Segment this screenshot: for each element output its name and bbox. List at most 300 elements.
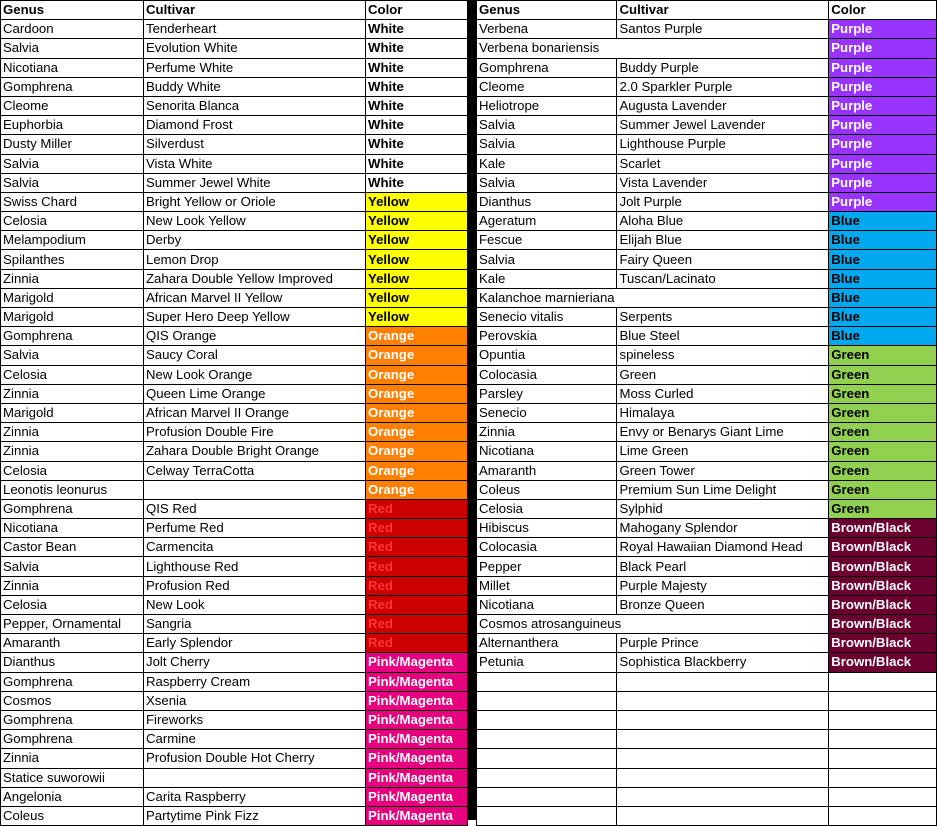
color-cell[interactable]: Green: [829, 480, 937, 499]
color-cell[interactable]: White: [366, 39, 468, 58]
cultivar-cell[interactable]: Serpents: [617, 308, 829, 327]
color-cell[interactable]: Blue: [829, 288, 937, 307]
table-row: [1, 691, 468, 710]
genus-cell[interactable]: Ageratum: [477, 212, 617, 231]
genus-cell[interactable]: Cardoon: [1, 20, 144, 39]
color-cell[interactable]: White: [366, 77, 468, 96]
cultivar-cell[interactable]: Tenderheart: [144, 20, 366, 39]
genus-cell[interactable]: Salvia: [477, 173, 617, 192]
color-cell[interactable]: Red: [366, 615, 468, 634]
table-row: [1, 806, 468, 825]
color-cell[interactable]: Purple: [829, 96, 937, 115]
table-row: [477, 173, 937, 192]
color-cell[interactable]: Orange: [366, 327, 468, 346]
table-row: [1, 768, 468, 787]
genus-header[interactable]: Genus: [1, 1, 144, 20]
color-cell[interactable]: Brown/Black: [829, 595, 937, 614]
color-cell[interactable]: Pink/Magenta: [366, 806, 468, 825]
cultivar-cell[interactable]: [144, 768, 366, 787]
cultivar-cell[interactable]: QIS Red: [144, 499, 366, 518]
color-cell[interactable]: Purple: [829, 154, 937, 173]
genus-cell[interactable]: Nicotiana: [477, 442, 617, 461]
color-cell[interactable]: [829, 768, 937, 787]
cultivar-cell[interactable]: Purple Majesty: [617, 576, 829, 595]
table-row: [477, 288, 937, 307]
table-row: [477, 384, 937, 403]
color-cell[interactable]: Brown/Black: [829, 519, 937, 538]
cultivar-cell[interactable]: Jolt Purple: [617, 192, 829, 211]
genus-cell[interactable]: Celosia: [1, 365, 144, 384]
color-cell[interactable]: [829, 710, 937, 729]
genus-cell[interactable]: Parsley: [477, 384, 617, 403]
color-cell[interactable]: Red: [366, 499, 468, 518]
color-cell[interactable]: Blue: [829, 250, 937, 269]
cultivar-cell[interactable]: African Marvel II Yellow: [144, 288, 366, 307]
cultivar-cell[interactable]: Lighthouse Red: [144, 557, 366, 576]
color-cell[interactable]: Orange: [366, 423, 468, 442]
cultivar-cell[interactable]: Profusion Double Hot Cherry: [144, 749, 366, 768]
cultivar-cell[interactable]: New Look: [144, 595, 366, 614]
cultivar-cell[interactable]: [144, 480, 366, 499]
genus-cell[interactable]: Nicotiana: [1, 519, 144, 538]
cultivar-cell[interactable]: Queen Lime Orange: [144, 384, 366, 403]
genus-cell[interactable]: Gomphrena: [1, 710, 144, 729]
color-cell[interactable]: Yellow: [366, 250, 468, 269]
cultivar-cell[interactable]: Silverdust: [144, 135, 366, 154]
cultivar-cell[interactable]: Fairy Queen: [617, 250, 829, 269]
table-row: [477, 365, 937, 384]
color-cell[interactable]: Red: [366, 557, 468, 576]
table-row: [477, 499, 937, 518]
genus-cell[interactable]: [477, 749, 617, 768]
cultivar-cell[interactable]: Perfume White: [144, 58, 366, 77]
genus-cell[interactable]: Zinnia: [1, 269, 144, 288]
cultivar-cell[interactable]: spineless: [617, 346, 829, 365]
color-cell[interactable]: Pink/Magenta: [366, 749, 468, 768]
genus-cell[interactable]: Castor Bean: [1, 538, 144, 557]
genus-cell[interactable]: Leonotis leonurus: [1, 480, 144, 499]
cultivar-cell[interactable]: Carita Raspberry: [144, 787, 366, 806]
color-cell[interactable]: Pink/Magenta: [366, 653, 468, 672]
genus-cell[interactable]: Nicotiana: [477, 595, 617, 614]
genus-cell[interactable]: Dianthus: [1, 653, 144, 672]
genus-cell[interactable]: Gomphrena: [1, 77, 144, 96]
color-cell[interactable]: White: [366, 154, 468, 173]
table-row: [1, 135, 468, 154]
genus-cell[interactable]: Colocasia: [477, 538, 617, 557]
color-cell[interactable]: [829, 672, 937, 691]
table-row: [477, 730, 937, 749]
genus-cell[interactable]: Euphorbia: [1, 116, 144, 135]
color-cell[interactable]: Green: [829, 403, 937, 422]
genus-cell[interactable]: Gomphrena: [477, 58, 617, 77]
color-cell[interactable]: Red: [366, 519, 468, 538]
genus-cell[interactable]: Spilanthes: [1, 250, 144, 269]
cultivar-cell[interactable]: Elijah Blue: [617, 231, 829, 250]
cultivar-cell[interactable]: Black Pearl: [617, 557, 829, 576]
cultivar-cell[interactable]: Raspberry Cream: [144, 672, 366, 691]
cultivar-cell[interactable]: Profusion Double Fire: [144, 423, 366, 442]
color-cell[interactable]: Pink/Magenta: [366, 691, 468, 710]
genus-cell[interactable]: Salvia: [1, 557, 144, 576]
cultivar-cell[interactable]: Xsenia: [144, 691, 366, 710]
genus-cell[interactable]: Senecio vitalis: [477, 308, 617, 327]
cultivar-header[interactable]: Cultivar: [144, 1, 366, 20]
color-cell[interactable]: Green: [829, 423, 937, 442]
genus-cell[interactable]: Gomphrena: [1, 730, 144, 749]
color-cell[interactable]: Purple: [829, 173, 937, 192]
cultivar-cell[interactable]: Summer Jewel White: [144, 173, 366, 192]
column-divider: [467, 0, 476, 820]
color-cell[interactable]: Pink/Magenta: [366, 787, 468, 806]
genus-cell[interactable]: Amaranth: [1, 634, 144, 653]
cultivar-cell[interactable]: [617, 672, 829, 691]
genus-cell[interactable]: Hibiscus: [477, 519, 617, 538]
color-cell[interactable]: Red: [366, 595, 468, 614]
genus-cell[interactable]: Kale: [477, 154, 617, 173]
color-cell[interactable]: Yellow: [366, 212, 468, 231]
genus-cell[interactable]: Zinnia: [1, 749, 144, 768]
genus-cell[interactable]: Marigold: [1, 403, 144, 422]
color-cell[interactable]: [829, 806, 937, 825]
color-cell[interactable]: Orange: [366, 384, 468, 403]
color-cell[interactable]: Green: [829, 346, 937, 365]
color-cell[interactable]: Brown/Black: [829, 538, 937, 557]
genus-cell[interactable]: Zinnia: [1, 423, 144, 442]
genus-cell[interactable]: Zinnia: [1, 442, 144, 461]
table-row: [1, 192, 468, 211]
cultivar-cell[interactable]: Profusion Red: [144, 576, 366, 595]
genus-cell[interactable]: Salvia: [477, 135, 617, 154]
cultivar-cell[interactable]: Perfume Red: [144, 519, 366, 538]
color-cell[interactable]: Yellow: [366, 288, 468, 307]
genus-cell[interactable]: [477, 691, 617, 710]
cultivar-cell[interactable]: Saucy Coral: [144, 346, 366, 365]
color-cell[interactable]: Brown/Black: [829, 615, 937, 634]
genus-cell[interactable]: Gomphrena: [1, 499, 144, 518]
cultivar-cell[interactable]: Carmine: [144, 730, 366, 749]
color-cell[interactable]: Purple: [829, 39, 937, 58]
genus-cell[interactable]: Heliotrope: [477, 96, 617, 115]
cultivar-cell[interactable]: African Marvel II Orange: [144, 403, 366, 422]
genus-cell[interactable]: Zinnia: [477, 423, 617, 442]
color-cell[interactable]: Yellow: [366, 192, 468, 211]
table-row: [477, 634, 937, 653]
genus-cell[interactable]: Cosmos: [1, 691, 144, 710]
cultivar-cell[interactable]: Moss Curled: [617, 384, 829, 403]
table-row: [1, 557, 468, 576]
genus-cell[interactable]: Celosia: [477, 499, 617, 518]
cultivar-cell[interactable]: Bright Yellow or Oriole: [144, 192, 366, 211]
cultivar-cell[interactable]: Vista Lavender: [617, 173, 829, 192]
cultivar-cell[interactable]: Derby: [144, 231, 366, 250]
table-row: [1, 403, 468, 422]
cultivar-cell[interactable]: Royal Hawaiian Diamond Head: [617, 538, 829, 557]
cultivar-cell[interactable]: Mahogany Splendor: [617, 519, 829, 538]
color-cell[interactable]: Red: [366, 634, 468, 653]
genus-cell[interactable]: [477, 710, 617, 729]
genus-cell[interactable]: Gomphrena: [1, 672, 144, 691]
genus-cell[interactable]: Verbena bonariensis: [477, 39, 829, 58]
color-cell[interactable]: Orange: [366, 365, 468, 384]
color-cell[interactable]: Brown/Black: [829, 576, 937, 595]
table-row: [1, 749, 468, 768]
cultivar-cell[interactable]: Lime Green: [617, 442, 829, 461]
color-cell[interactable]: Brown/Black: [829, 634, 937, 653]
genus-cell[interactable]: Alternanthera: [477, 634, 617, 653]
color-cell[interactable]: Purple: [829, 20, 937, 39]
color-header[interactable]: Color: [829, 1, 937, 20]
table-row: [477, 231, 937, 250]
cultivar-cell[interactable]: New Look Orange: [144, 365, 366, 384]
color-cell[interactable]: Orange: [366, 346, 468, 365]
color-cell[interactable]: Pink/Magenta: [366, 710, 468, 729]
color-cell[interactable]: Orange: [366, 461, 468, 480]
cultivar-cell[interactable]: Buddy White: [144, 77, 366, 96]
genus-cell[interactable]: [477, 806, 617, 825]
color-cell[interactable]: [829, 787, 937, 806]
genus-cell[interactable]: Salvia: [1, 154, 144, 173]
cultivar-cell[interactable]: Envy or Benarys Giant Lime: [617, 423, 829, 442]
cultivar-cell[interactable]: Himalaya: [617, 403, 829, 422]
cultivar-cell[interactable]: Aloha Blue: [617, 212, 829, 231]
genus-cell[interactable]: Kale: [477, 269, 617, 288]
color-cell[interactable]: Green: [829, 442, 937, 461]
table-row: [477, 135, 937, 154]
color-cell[interactable]: Orange: [366, 442, 468, 461]
genus-cell[interactable]: Zinnia: [1, 576, 144, 595]
genus-cell[interactable]: Kalanchoe marnieriana: [477, 288, 829, 307]
cultivar-cell[interactable]: Senorita Blanca: [144, 96, 366, 115]
genus-cell[interactable]: Salvia: [1, 173, 144, 192]
genus-cell[interactable]: Cleome: [477, 77, 617, 96]
genus-cell[interactable]: Dianthus: [477, 192, 617, 211]
color-cell[interactable]: White: [366, 135, 468, 154]
table-row: [1, 77, 468, 96]
right-plant-table: [476, 0, 937, 826]
header-row: [1, 1, 468, 20]
color-cell[interactable]: Red: [366, 538, 468, 557]
genus-cell[interactable]: Angelonia: [1, 787, 144, 806]
genus-cell[interactable]: Colocasia: [477, 365, 617, 384]
color-cell[interactable]: White: [366, 116, 468, 135]
cultivar-cell[interactable]: Partytime Pink Fizz: [144, 806, 366, 825]
color-cell[interactable]: Pink/Magenta: [366, 730, 468, 749]
color-header[interactable]: Color: [366, 1, 468, 20]
table-row: [477, 154, 937, 173]
color-cell[interactable]: Purple: [829, 116, 937, 135]
table-row: [477, 576, 937, 595]
cultivar-cell[interactable]: [617, 806, 829, 825]
genus-cell[interactable]: [477, 787, 617, 806]
genus-cell[interactable]: Dusty Miller: [1, 135, 144, 154]
table-row: [477, 787, 937, 806]
cultivar-cell[interactable]: QIS Orange: [144, 327, 366, 346]
cultivar-cell[interactable]: [617, 768, 829, 787]
table-row: [1, 365, 468, 384]
cultivar-cell[interactable]: Sangria: [144, 615, 366, 634]
color-cell[interactable]: White: [366, 20, 468, 39]
color-cell[interactable]: Blue: [829, 327, 937, 346]
genus-cell[interactable]: Fescue: [477, 231, 617, 250]
genus-cell[interactable]: Salvia: [1, 39, 144, 58]
cultivar-cell[interactable]: Bronze Queen: [617, 595, 829, 614]
genus-cell[interactable]: Salvia: [1, 346, 144, 365]
color-cell[interactable]: Pink/Magenta: [366, 672, 468, 691]
color-cell[interactable]: [829, 749, 937, 768]
color-cell[interactable]: Green: [829, 365, 937, 384]
genus-cell[interactable]: Marigold: [1, 288, 144, 307]
genus-cell[interactable]: Pepper, Ornamental: [1, 615, 144, 634]
cultivar-cell[interactable]: Early Splendor: [144, 634, 366, 653]
cultivar-cell[interactable]: New Look Yellow: [144, 212, 366, 231]
color-cell[interactable]: Purple: [829, 135, 937, 154]
color-cell[interactable]: Purple: [829, 77, 937, 96]
cultivar-cell[interactable]: [617, 730, 829, 749]
cultivar-cell[interactable]: Green: [617, 365, 829, 384]
cultivar-cell[interactable]: Lemon Drop: [144, 250, 366, 269]
genus-cell[interactable]: Celosia: [1, 212, 144, 231]
color-cell[interactable]: Yellow: [366, 308, 468, 327]
color-cell[interactable]: [829, 730, 937, 749]
genus-cell[interactable]: Zinnia: [1, 384, 144, 403]
cultivar-cell[interactable]: Super Hero Deep Yellow: [144, 308, 366, 327]
genus-cell[interactable]: Coleus: [477, 480, 617, 499]
color-cell[interactable]: Brown/Black: [829, 557, 937, 576]
table-row: [1, 20, 468, 39]
cultivar-header[interactable]: Cultivar: [617, 1, 829, 20]
color-cell[interactable]: Green: [829, 499, 937, 518]
cultivar-cell[interactable]: Buddy Purple: [617, 58, 829, 77]
genus-cell[interactable]: Nicotiana: [1, 58, 144, 77]
genus-cell[interactable]: Salvia: [477, 116, 617, 135]
genus-cell[interactable]: [477, 672, 617, 691]
table-row: [1, 480, 468, 499]
color-cell[interactable]: Green: [829, 384, 937, 403]
cultivar-cell[interactable]: Jolt Cherry: [144, 653, 366, 672]
genus-cell[interactable]: Cleome: [1, 96, 144, 115]
genus-cell[interactable]: Marigold: [1, 308, 144, 327]
genus-cell[interactable]: Amaranth: [477, 461, 617, 480]
color-cell[interactable]: White: [366, 58, 468, 77]
color-cell[interactable]: Red: [366, 576, 468, 595]
genus-cell[interactable]: [477, 768, 617, 787]
color-cell[interactable]: Green: [829, 461, 937, 480]
cultivar-cell[interactable]: Scarlet: [617, 154, 829, 173]
table-row: [1, 576, 468, 595]
table-row: [1, 787, 468, 806]
color-cell[interactable]: Brown/Black: [829, 653, 937, 672]
color-cell[interactable]: Orange: [366, 480, 468, 499]
genus-cell[interactable]: Statice suworowii: [1, 768, 144, 787]
cultivar-cell[interactable]: Green Tower: [617, 461, 829, 480]
genus-cell[interactable]: Coleus: [1, 806, 144, 825]
table-row: [477, 20, 937, 39]
cultivar-cell[interactable]: Evolution White: [144, 39, 366, 58]
genus-cell[interactable]: Verbena: [477, 20, 617, 39]
color-cell[interactable]: Blue: [829, 308, 937, 327]
genus-cell[interactable]: Petunia: [477, 653, 617, 672]
table-row: [477, 308, 937, 327]
color-cell[interactable]: White: [366, 173, 468, 192]
cultivar-cell[interactable]: [617, 710, 829, 729]
table-row: [477, 423, 937, 442]
cultivar-cell[interactable]: Purple Prince: [617, 634, 829, 653]
color-cell[interactable]: Yellow: [366, 231, 468, 250]
table-row: [1, 269, 468, 288]
genus-cell[interactable]: Millet: [477, 576, 617, 595]
cultivar-cell[interactable]: Carmencita: [144, 538, 366, 557]
color-cell[interactable]: Orange: [366, 403, 468, 422]
table-row: [1, 384, 468, 403]
genus-cell[interactable]: Perovskia: [477, 327, 617, 346]
color-cell[interactable]: Blue: [829, 269, 937, 288]
color-cell[interactable]: Purple: [829, 58, 937, 77]
genus-cell[interactable]: Salvia: [477, 250, 617, 269]
cultivar-cell[interactable]: Vista White: [144, 154, 366, 173]
genus-cell[interactable]: Pepper: [477, 557, 617, 576]
genus-cell[interactable]: Cosmos atrosanguineus: [477, 615, 829, 634]
table-row: [1, 519, 468, 538]
cultivar-cell[interactable]: Celway TerraCotta: [144, 461, 366, 480]
cultivar-cell[interactable]: Summer Jewel Lavender: [617, 116, 829, 135]
cultivar-cell[interactable]: [617, 691, 829, 710]
color-cell[interactable]: Blue: [829, 212, 937, 231]
genus-cell[interactable]: Celosia: [1, 595, 144, 614]
color-cell[interactable]: [829, 691, 937, 710]
color-cell[interactable]: White: [366, 96, 468, 115]
genus-cell[interactable]: Swiss Chard: [1, 192, 144, 211]
genus-cell[interactable]: Senecio: [477, 403, 617, 422]
color-cell[interactable]: Pink/Magenta: [366, 768, 468, 787]
cultivar-cell[interactable]: Premium Sun Lime Delight: [617, 480, 829, 499]
table-row: [477, 710, 937, 729]
cultivar-cell[interactable]: [617, 749, 829, 768]
cultivar-cell[interactable]: Santos Purple: [617, 20, 829, 39]
genus-header[interactable]: Genus: [477, 1, 617, 20]
right-table-body: [477, 20, 937, 826]
cultivar-cell[interactable]: Zahara Double Yellow Improved: [144, 269, 366, 288]
table-row: [477, 653, 937, 672]
table-row: [477, 691, 937, 710]
table-row: [1, 634, 468, 653]
cultivar-cell[interactable]: Blue Steel: [617, 327, 829, 346]
table-row: [477, 212, 937, 231]
cultivar-cell[interactable]: [617, 787, 829, 806]
genus-cell[interactable]: [477, 730, 617, 749]
table-row: [477, 96, 937, 115]
cultivar-cell[interactable]: Lighthouse Purple: [617, 135, 829, 154]
genus-cell[interactable]: Opuntia: [477, 346, 617, 365]
table-row: [477, 538, 937, 557]
color-cell[interactable]: Blue: [829, 231, 937, 250]
cultivar-cell[interactable]: Sophistica Blackberry: [617, 653, 829, 672]
genus-cell[interactable]: Melampodium: [1, 231, 144, 250]
color-cell[interactable]: Purple: [829, 192, 937, 211]
cultivar-cell[interactable]: Sylphid: [617, 499, 829, 518]
cultivar-cell[interactable]: Zahara Double Bright Orange: [144, 442, 366, 461]
table-row: [477, 39, 937, 58]
genus-cell[interactable]: Celosia: [1, 461, 144, 480]
cultivar-cell[interactable]: Tuscan/Lacinato: [617, 269, 829, 288]
cultivar-cell[interactable]: Augusta Lavender: [617, 96, 829, 115]
table-row: [477, 442, 937, 461]
color-cell[interactable]: Yellow: [366, 269, 468, 288]
cultivar-cell[interactable]: Diamond Frost: [144, 116, 366, 135]
cultivar-cell[interactable]: 2.0 Sparkler Purple: [617, 77, 829, 96]
cultivar-cell[interactable]: Fireworks: [144, 710, 366, 729]
genus-cell[interactable]: Gomphrena: [1, 327, 144, 346]
